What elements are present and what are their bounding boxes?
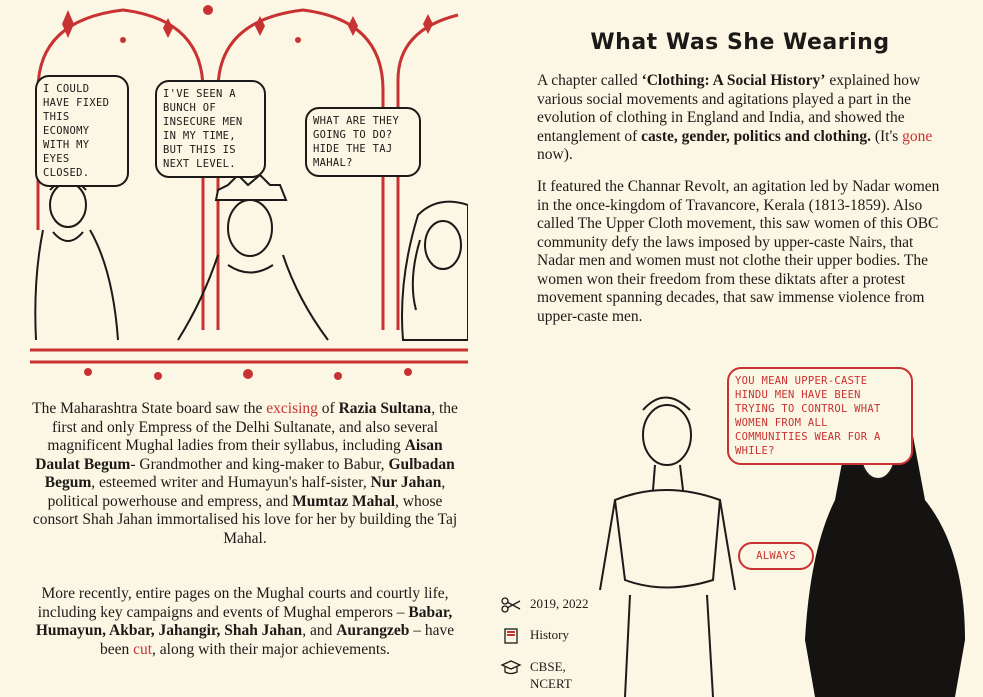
razia-sultana-paragraph: The Maharashtra State board saw the excising of Razia Sultana, the first and only Empress of the Delhi Sultanate, and also several magnificent Mughal ladies from their syllabus, including Aisan Daulat Begum- Grandmother and king-maker to Babur, Gulbadan Begum, esteemed writer and Humayun's half-sister, Nur Jahan, political powerhouse and empress, and Mumtaz Mahal, whose consort Shah Jahan immortalised his love for her by building the Taj Mahal. [32, 400, 458, 547]
meta-subject-text: History [530, 627, 569, 642]
speech-bubble-insecure-men: I'VE SEEN A BUNCH OF INSECURE MEN IN MY TIME, BUT THIS IS NEXT LEVEL. [155, 80, 266, 178]
speech-bubble-always: ALWAYS [738, 542, 814, 570]
clothing-chapter-paragraph: A chapter called ‘Clothing: A Social History’ explained how various social movements and agitations played a part in the evolution of clothing in England and India, and showed the entanglement of caste, gender, politics and clothing. (It's gone now). [537, 72, 933, 163]
meta-years [500, 596, 589, 614]
board-icon [500, 658, 522, 676]
channar-revolt-paragraph: It featured the Channar Revolt, an agitation led by Nadar women in the once-kingdom of Travancore, Kerala (1813-1859). Also called The Upper Cloth movement, this saw women of this OBC community defy the laws imposed by upper-caste Nairs, that Nadar men and women must not clothe their upper bodies. The women won their freedom from these diktats after a protest movement spanning decades, that saw immense violence from upper-caste men. [537, 178, 940, 325]
speech-bubble-economy: I COULD HAVE FIXED THIS ECONOMY WITH MY EYES CLOSED. [35, 75, 129, 187]
meta-subject [500, 627, 569, 645]
mughal-emperors-paragraph: More recently, entire pages on the Mughal courts and courtly life, including key campaigns and events of Mughal emperors – Babar, Humayun, Akbar, Jahangir, Shah Jahan, and Aurangzeb – have been cut, along with their major achievements. [35, 585, 455, 658]
page-title: What Was She Wearing [590, 30, 890, 55]
scissors-icon [500, 596, 522, 614]
speech-bubble-taj-mahal: WHAT ARE THEY GOING TO DO? HIDE THE TAJ MAHAL? [305, 107, 421, 177]
book-icon [500, 627, 522, 645]
meta-boards [500, 658, 572, 692]
meta-board-1: CBSE, [530, 659, 566, 674]
speech-bubble-question: YOU MEAN UPPER-CASTE HINDU MEN HAVE BEEN TRYING TO CONTROL WHAT WOMEN FROM ALL COMMUNITIES WEAR FOR A WHILE? [727, 367, 913, 465]
mughal-ladies-illustration [28, 0, 468, 390]
meta-board-2: NCERT [530, 676, 572, 691]
meta-years-text: 2019, 2022 [530, 596, 589, 611]
